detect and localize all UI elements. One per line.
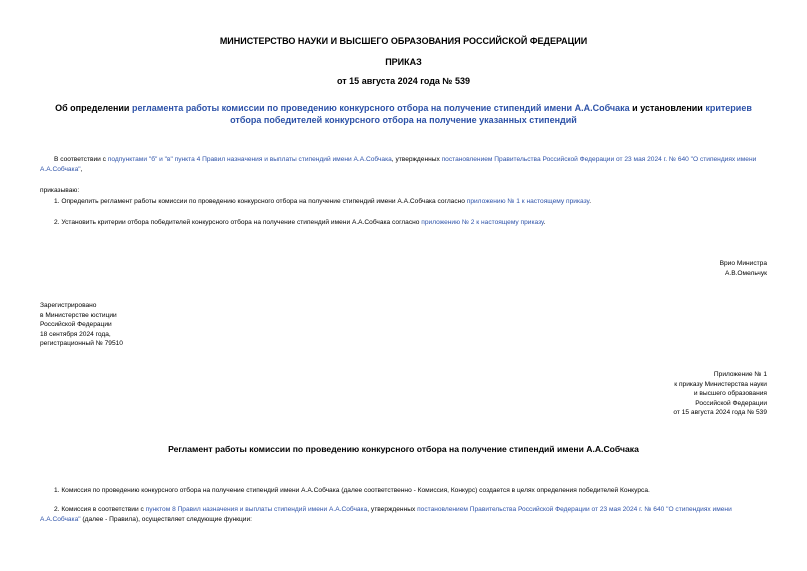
ministry-heading: МИНИСТЕРСТВО НАУКИ И ВЫСШЕГО ОБРАЗОВАНИЯ РОССИЙСКОЙ ФЕДЕРАЦИИ [219,36,588,46]
registration-line: Российской Федерации [40,321,112,328]
signature-position: Врио Министра [719,260,767,267]
appendix-line: Приложение № 1 [713,371,767,378]
regulation-paragraph-1: 1. Комиссия по проведению конкурсного отбора на получение стипендий имени А.А.Собчака (далее соответственно - Комиссия, Конкурс) создается в целях определения победителей Конкурса. [54,487,650,494]
signature-block [720,259,767,278]
registration-line: 18 сентября 2024 года, [40,330,111,338]
appendix-line: от 15 августа 2024 года № 539 [673,409,767,416]
registration-line: регистрационный № 79510 [40,340,123,347]
signature-name: А.В.Омельчук [724,269,767,277]
item-text: 1. Определить регламент работы комиссии по проведению конкурсного отбора на получение стипендий имени А.А.Собчака согласно [54,198,467,205]
registration-line: Зарегистрировано [40,302,97,309]
criteria-link[interactable]: критериев отбора победителей конкурсного отбора на получение указанных стипендий [230,103,752,125]
appendix-1-link[interactable]: приложению № 1 к настоящему приказу [466,198,590,205]
government-decree-link[interactable]: постановлением Правительства Российской Федерации от 23 мая 2024 г. № 640 "О стипендиях имени А.А.Собчака" [40,506,732,523]
order-item-1 [40,197,767,207]
registration-line: в Министерстве юстиции [40,311,117,319]
item-text: . [543,219,546,226]
preamble-text: , [80,165,83,173]
regulation-title: Регламент работы комиссии по проведению конкурсного отбора на получение стипендий имени А.А.Собчака [168,444,639,454]
appendix-line: и высшего образования [693,390,767,397]
paragraph-text: (далее - Правила), осуществляет следующие функции: [80,515,252,523]
regulation-link[interactable]: регламента работы комиссии по проведению конкурсного отбора на получение стипендий имени А.А.Собчака [131,103,630,113]
paragraph-text: 2. Комиссия в соответствии с [54,506,146,513]
item-text: . [589,198,592,205]
order-item-2 [40,218,767,228]
appendix-line: Российской Федерации [695,399,767,407]
order-heading: ПРИКАЗ [385,57,422,67]
paragraph-text: , утвержденных [367,506,418,513]
preamble-text: В соответствии с [54,156,108,163]
title-text: Об определении [55,103,132,113]
rules-subparagraph-link[interactable]: подпунктами "б" и "в" пункта 4 Правил назначения и выплаты стипендий имени А.А.Собчака [107,156,392,163]
government-decree-link[interactable]: постановлением Правительства Российской Федерации от 23 мая 2024 г. № 640 "О стипендиях имени А.А.Собчака" [40,156,757,173]
preamble-text: , утвержденных [391,156,442,163]
rules-point-8-link[interactable]: пунктом 8 Правил назначения и выплаты стипендий имени А.А.Собчака [145,506,368,513]
regulation-paragraph-2 [40,505,767,524]
item-text: 2. Установить критерии отбора победителей конкурсного отбора на получение стипендий имени А.А.Собчака согласно [54,219,422,226]
appendix-line: к приказу Министерства науки [674,380,767,388]
preamble [40,155,767,174]
order-word: приказываю: [40,187,80,194]
registration-block [40,301,123,349]
document-title [40,102,767,126]
title-text: и установлении [629,103,706,113]
order-date: от 15 августа 2024 года № 539 [337,76,470,86]
appendix-block [673,370,767,418]
appendix-2-link[interactable]: приложению № 2 к настоящему приказу [421,219,544,226]
